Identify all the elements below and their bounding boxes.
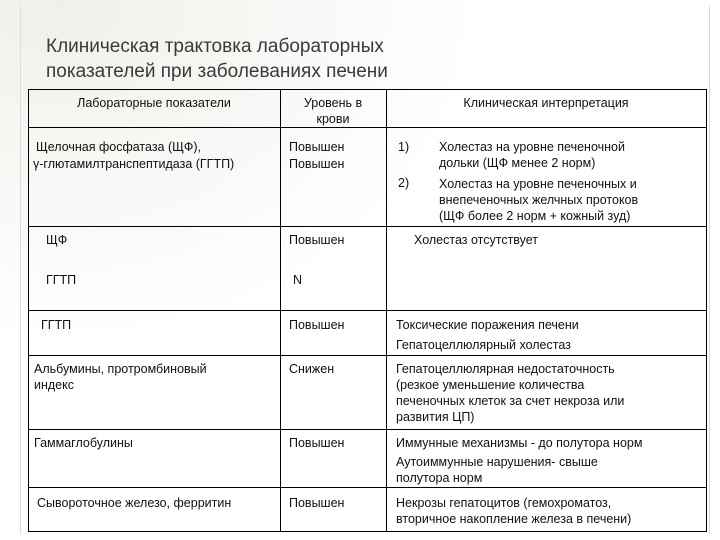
- row4-level: Повышен: [289, 318, 345, 332]
- table-border-left: [28, 89, 29, 532]
- row3-level: N: [293, 273, 303, 287]
- row4-indicator: ГГТП: [41, 318, 72, 332]
- header-level-line-1: Уровень в: [303, 96, 363, 110]
- row6-interpretation-line-2: Аутоиммунные нарушения- свыше: [396, 455, 598, 469]
- row2-indicator: ЩФ: [46, 233, 68, 247]
- row1-item1-number: 1): [398, 140, 410, 154]
- column-divider: [280, 89, 281, 532]
- table-border-bottom: [28, 531, 707, 532]
- title-line-2: показателей при заболеваниях печени: [46, 61, 388, 82]
- row-divider: [28, 355, 707, 356]
- row7-interpretation-line-2: вторичное накопление железа в печени): [396, 512, 632, 526]
- row2-interpretation: Холестаз отсутствует: [414, 233, 539, 247]
- row2-level: Повышен: [289, 233, 345, 247]
- row7-level: Повышен: [289, 496, 345, 510]
- title-line-1: Клиническая трактовка лабораторных: [46, 36, 384, 57]
- row5-interpretation-line-4: развития ЦП): [396, 410, 475, 424]
- row1-item2-line-2: внепеченочных желчных протоков: [439, 193, 639, 207]
- row7-interpretation-line-1: Некрозы гепатоцитов (гемохроматоз,: [396, 496, 612, 510]
- row5-interpretation-line-1: Гепатоцеллюлярная недостаточность: [396, 362, 615, 376]
- table-border-top: [28, 89, 707, 90]
- row6-interpretation-line-3: полутора норм: [396, 471, 483, 485]
- row6-indicator: Гаммаглобулины: [34, 436, 133, 450]
- row1-item1-line-1: Холестаз на уровне печеночной: [439, 140, 625, 154]
- row5-indicator-line-1: Альбумины, протромбиновый: [34, 362, 207, 376]
- row-divider: [28, 226, 707, 227]
- header-level-line-2: крови: [316, 112, 350, 126]
- row6-level: Повышен: [289, 436, 345, 450]
- row5-level: Снижен: [289, 362, 335, 376]
- row-divider: [28, 310, 707, 311]
- row1-level-line-1: Повышен: [289, 140, 345, 154]
- row-divider: [28, 487, 707, 488]
- row7-indicator: Сывороточное железо, ферритин: [37, 496, 232, 510]
- row-divider: [28, 429, 707, 430]
- table-border-right: [706, 89, 707, 532]
- row6-interpretation-line-1: Иммунные механизмы - до полутора норм: [396, 436, 643, 450]
- row1-level-line-2: Повышен: [289, 157, 345, 171]
- row1-indicator-line-1: Щелочная фосфатаза (ЩФ),: [36, 140, 201, 154]
- column-divider: [386, 89, 387, 532]
- row1-item2-line-1: Холестаз на уровне печеночных и: [439, 177, 637, 191]
- row5-interpretation-line-3: печеночных клеток за счет некроза или: [396, 394, 625, 408]
- row1-indicator-line-2: γ-глютамилтранспептидаза (ГГТП): [33, 157, 235, 171]
- row1-item2-line-3: (ЩФ более 2 норм + кожный зуд): [439, 209, 631, 223]
- row4-interpretation-line-1: Токсические поражения печени: [396, 318, 579, 332]
- row-divider: [28, 127, 707, 128]
- header-indicators: Лабораторные показатели: [77, 96, 231, 110]
- row1-item2-number: 2): [398, 176, 410, 190]
- row5-interpretation-line-2: (резкое уменьшение количества: [396, 378, 585, 392]
- row5-indicator-line-2: индекс: [34, 378, 74, 392]
- header-interpretation: Клиническая интерпретация: [463, 96, 629, 110]
- row4-interpretation-line-2: Гепатоцеллюлярный холестаз: [396, 338, 571, 352]
- row1-item1-line-2: дольки (ЩФ менее 2 норм): [439, 156, 596, 170]
- row3-indicator: ГГТП: [46, 273, 77, 287]
